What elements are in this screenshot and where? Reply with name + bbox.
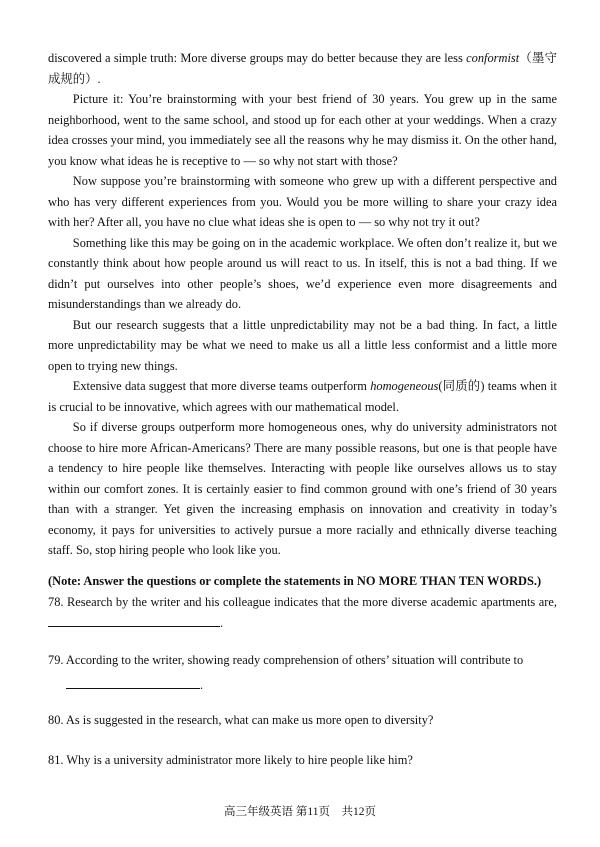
reading-passage [48, 48, 557, 561]
passage-paragraph-2: Picture it: You’re brainstorming with your best friend of 30 years. You grew up in the same neighborhood, went to the same school, and stood up for each other at your weddings. When a crazy idea crosses your mind, you immediately see all the reasons why he may dismiss it. On the other hand, you know what ideas he is receptive to — so why not start with those? [48, 92, 557, 168]
term-conformist: conformist [466, 51, 520, 65]
question-text: 78. Research by the writer and his colleague indicates that the more diverse academic apartments are, [48, 595, 557, 609]
answer-blank-79[interactable] [66, 675, 200, 689]
passage-text: （墨守成规的）. [48, 51, 558, 86]
passage-text: Extensive data suggest that more diverse teams outperform [72, 379, 371, 393]
passage-paragraph-1 [48, 48, 557, 89]
passage-paragraph-4: Something like this may be going on in the academic workplace. We often don’t realize it, but we constantly think about how people around us will react to us. In itself, this is not a bad thing. If we didn’t put ourselves into other people’s shoes, we’d experience even more disagreements and misunderstandings than we already do. [48, 235, 557, 311]
answer-blank-78[interactable] [48, 613, 220, 627]
question-79: 79. According to the writer, showing ready comprehension of others’ situation will contribute to . [48, 653, 524, 692]
term-homogeneous: homogeneous [370, 379, 439, 393]
question-80: 80. As is suggested in the research, what can make us more open to diversity? [48, 713, 434, 727]
passage-text: (同质的) teams when it is crucial to be innovative, which agrees with our mathematical model. [48, 379, 557, 414]
question-78: 78. Research by the writer and his colleague indicates that the more diverse academic apartments are, . [48, 595, 557, 630]
passage-paragraph-3: Now suppose you’re brainstorming with someone who grew up with a different perspective and who has very different experiences from you. Would you be more willing to share your crazy idea with her? After all, you have no clue what ideas she is open to — so why not try it out? [48, 174, 557, 229]
question-text: 79. According to the writer, showing ready comprehension of others’ situation will contribute to [48, 653, 524, 667]
passage-paragraph-5: But our research suggests that a little unpredictability may not be a bad thing. In fact, a little more unpredictability may be what we need to make us all a little less conformist and a little more open to trying new things. [48, 317, 557, 373]
question-81: 81. Why is a university administrator more likely to hire people like him? [48, 753, 413, 767]
page-footer: 高三年级英语 第11页 共12页 [224, 806, 376, 818]
passage-paragraph-6 [48, 376, 557, 417]
answer-note: (Note: Answer the questions or complete the statements in NO MORE THAN TEN WORDS.) [48, 574, 542, 588]
passage-text: discovered a simple truth: More diverse groups may do better because they are less [48, 51, 467, 65]
passage-paragraph-7: So if diverse groups outperform more homogeneous ones, why do university administrators not choose to hire more African-Americans? There are many possible reasons, but one is that people have a tendency to hire people like themselves. Interacting with people like ourselves allows us to stay within our comfort zones. It is certainly easier to find common ground with one’s friend of 30 years than with a stranger. Yet given the increasing emphasis on innovation and creativity in today’s economy, it pays for universities to actively pursue a more racially and ethnically diverse teaching staff. So, stop hiring people who look like you. [48, 420, 557, 557]
